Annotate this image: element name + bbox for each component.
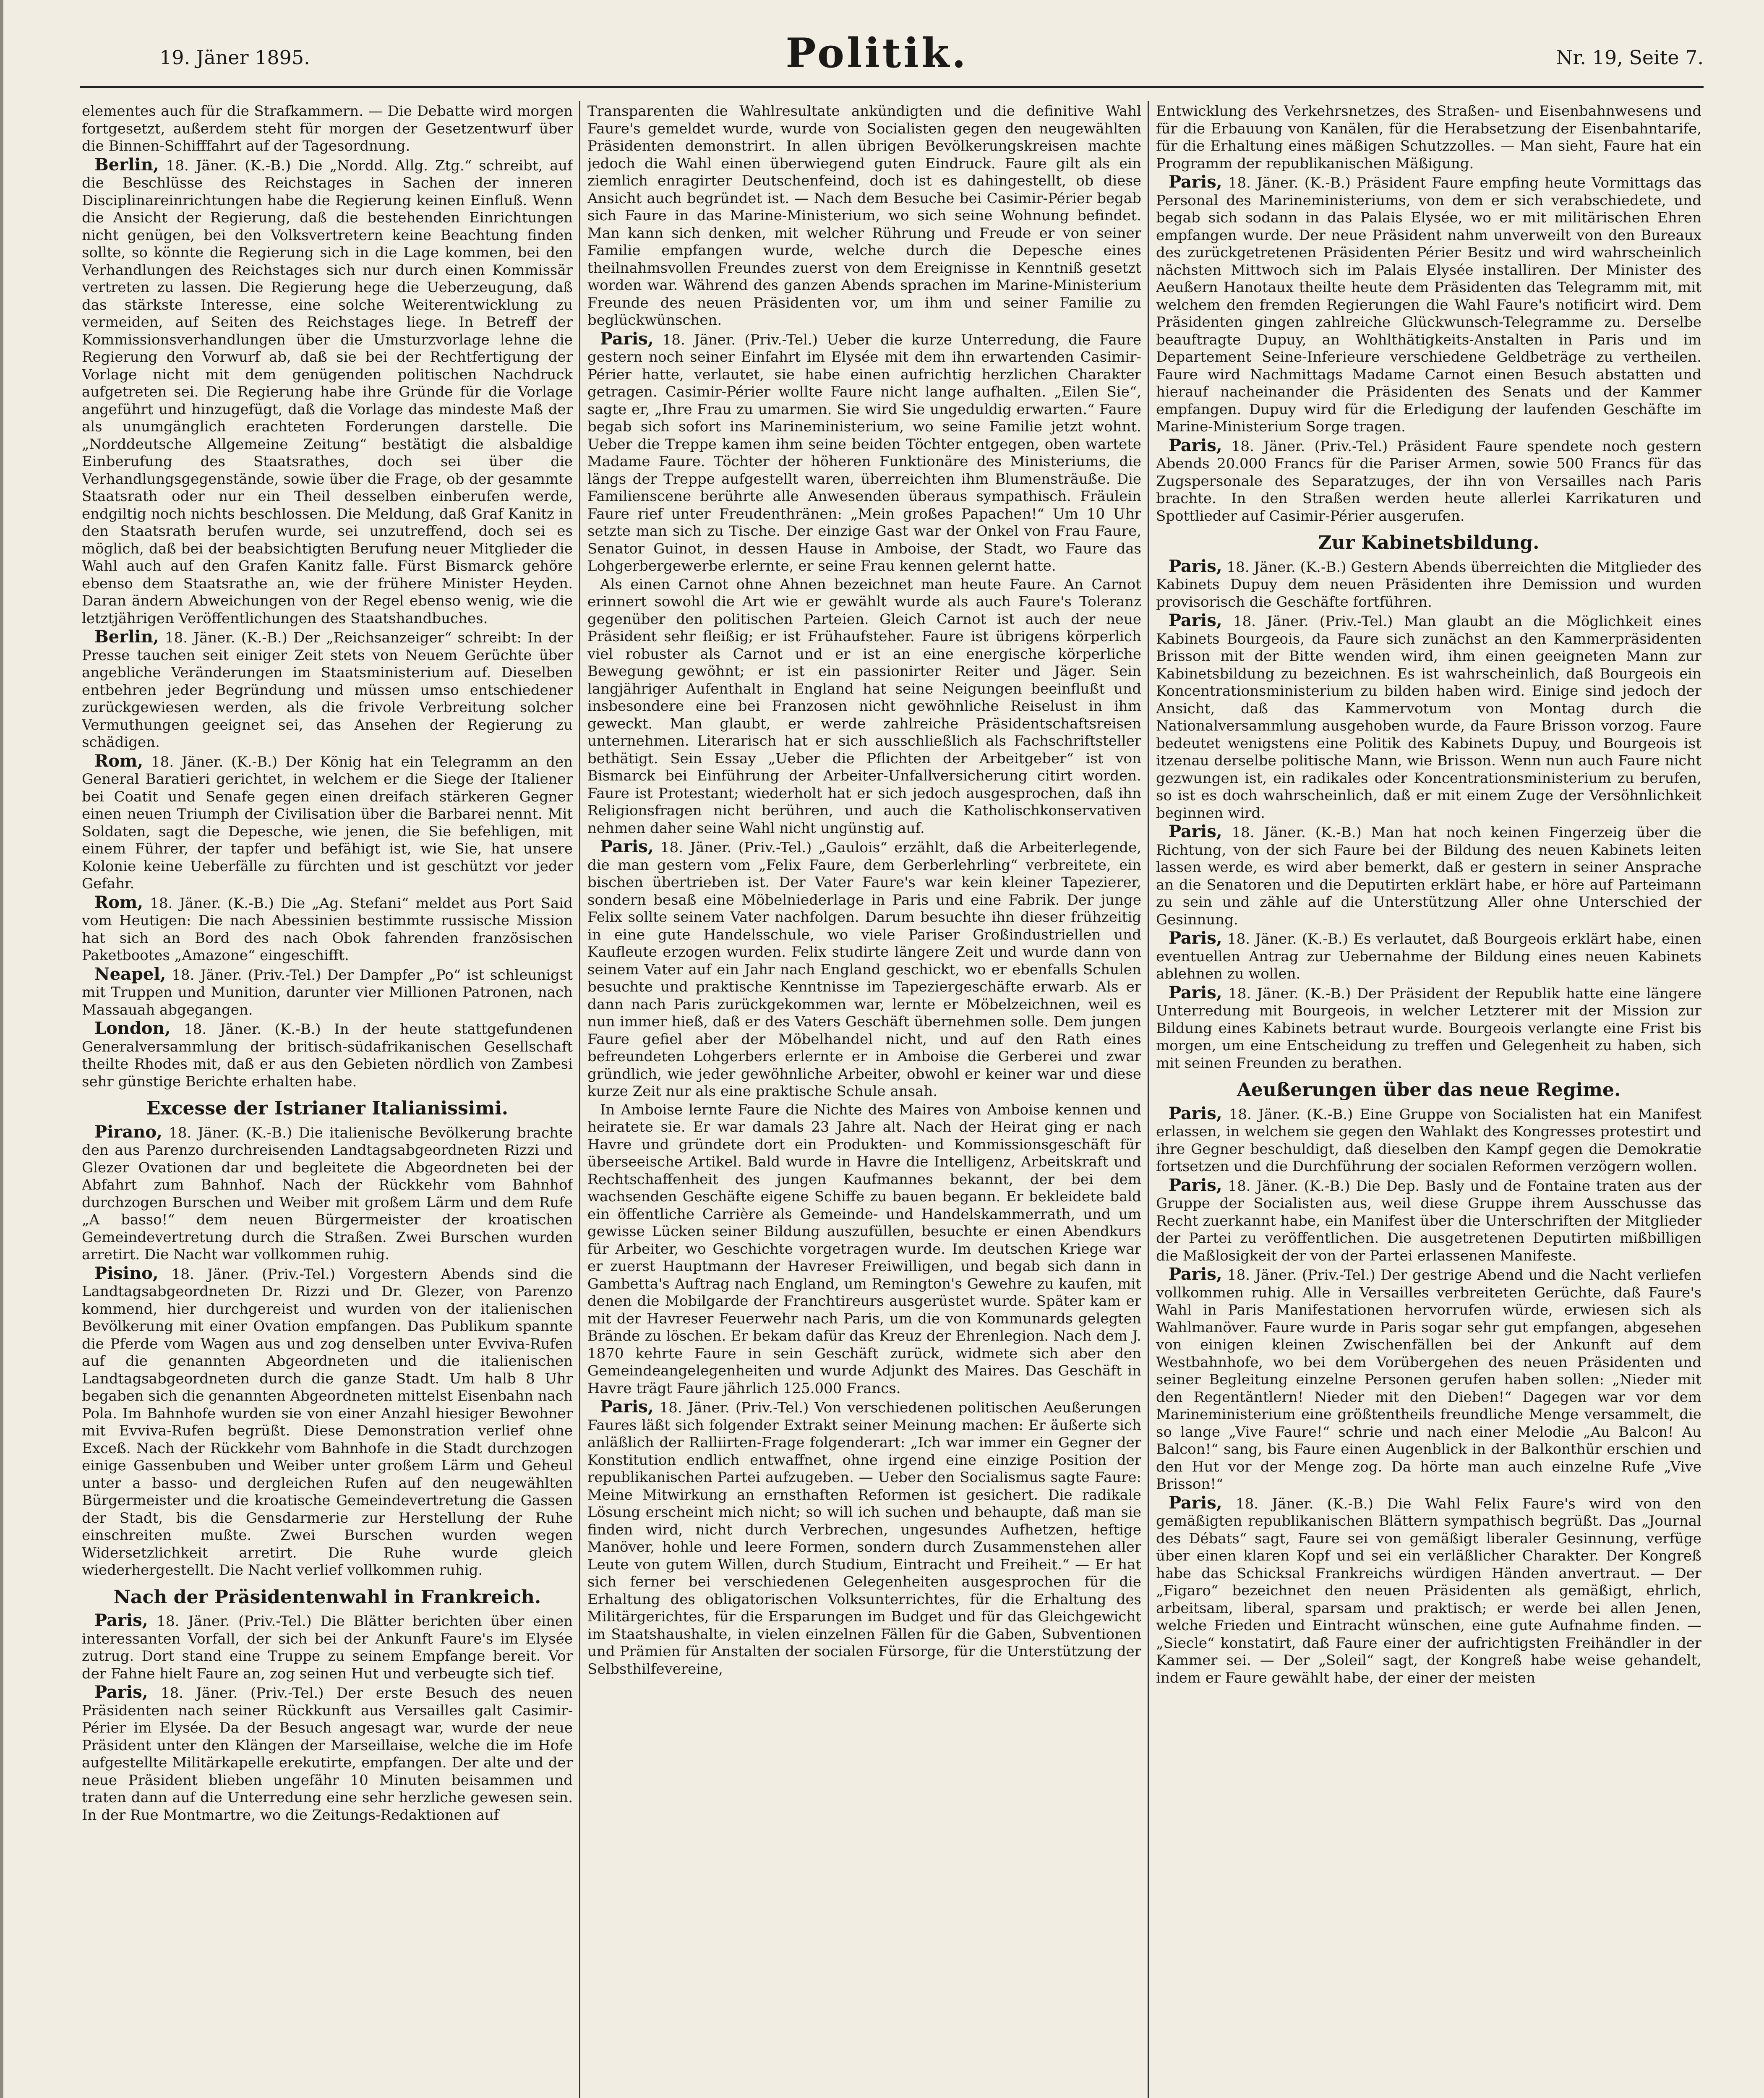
article-text: 18. Jäner. (K.-B.) Die „Nordd. Allg. Ztg.“ schreibt, auf die Beschlüsse des Reichstages in Sachen der inneren Disciplinareinrichtungen habe die Regierung keinen Einfluß. Wenn die Ansicht der Regierung, daß die bestehenden Einrichtungen nicht genügen, bei den Volksvertretern keine Beachtung finden sollte, so könnte die Regierung sich in die Lage kommen, bei den Verhandlungen des Reichstages sich nur durch einen Kommissär vertreten zu lassen. Die Regierung hege die Ueberzeugung, daß das stärkste Interesse, eine solche Weiterentwicklung zu vermeiden, auf Seiten des Reichstages liege. In Betreff der Kommissionsverhandlungen über die Umsturzvorlage lehne die Regierung den Vorwurf ab, daß sie bei der Rechtfertigung der Vorlage nicht mit dem genügenden politischen Nachdruck aufgetreten sei. Die Regierung habe ihre Gründe für die Vorlage angeführt und hinzugefügt, daß die Vorlage das mindeste Maß der als unumgänglich erachteten Forderungen darstelle. Die „Norddeutsche Allgemeine Zeitung“ bestätigt die alsbaldige Einberufung des Staatsrathes, doch sei über die Verhandlungsgegenstände, sowie über die Frage, ob der gesammte Staatsrath oder nur ein Theil desselben einberufen werde, endgiltig noch nichts beschlossen. Die Meldung, daß Graf Kanitz in den Staatsrath berufen wurde, sei unzutreffend, doch sei es möglich, daß bei der beabsichtigten Berufung neuer Mitglieder die Wahl auch auf den Grafen Kanitz falle. Fürst Bismarck gehöre ebenso dem Staatsrathe an, wie der frühere Minister Heyden. Daran ändern Abweichungen von der Regel ebenso wenig, wie die letztjährigen Veröffentlichungen des Staatshandbuches.: [82, 157, 573, 627]
dateline: Paris,: [1169, 1103, 1222, 1123]
article-text: 18. Jäner. (K.-B.) Der König hat ein Telegramm an den General Baratieri gerichtet, in welchem er die Siege der Italiener bei Coatit und Senafe gegen einen dreifach stärkeren Gegner einen neuen Triumph der Civilisation über die Barbarei nennt. Mit Soldaten, sagt die Depesche, wie jenen, die Sie befehligen, mit einem Führer, der tapfer und befähigt ist, wie Sie, hat unsere Kolonie keine Ueberfälle zu fürchten und ist geschützt vor jeder Gefahr.: [82, 753, 573, 892]
section-heading: Excesse der Istrianer Italianissimi.: [146, 1098, 509, 1119]
page-header: [25, 29, 1729, 80]
dateline: Berlin,: [94, 627, 159, 647]
section-heading: Zur Kabinetsbildung.: [1318, 532, 1540, 553]
article: [1156, 173, 1701, 436]
article: [82, 1612, 573, 1683]
dateline: Paris,: [1169, 1493, 1222, 1513]
article-text: Als einen Carnot ohne Ahnen bezeichnet man heute Faure. An Carnot erinnert sowohl die Art wie er gewählt wurde als auch Faure's Toleranz gegenüber den politischen Parteien. Gleich Carnot ist auch der neue Präsident sehr fleißig; er ist Frühaufsteher. Faure ist übrigens körperlich viel robuster als Carnot und er ist an eine energische körperliche Bewegung gewöhnt; er ist ein passionirter Reiter und Jäger. Sein langjähriger Aufenthalt in England hat seine Neigungen beeinflußt und insbesondere eine bei Franzosen nicht gewöhnliche Reiselust in ihm geweckt. Man glaubt, er werde zahlreiche Präsidentschaftsreisen unternehmen. Literarisch hat er sich ausschließlich als Fachschriftsteller bethätigt. Sein Essay „Ueber die Pflichten der Arbeitgeber“ ist von Bismarck bei Einführung der Arbeiter-Unfallversicherung citirt worden. Faure ist Protestant; wiederholt hat er sich jedoch ausgesprochen, daß ihn Religionsfragen nicht berühren, und auch die Katholischkonservativen nehmen daher seine Wahl nicht ungünstig auf.: [587, 576, 1141, 837]
dateline: Neapel,: [94, 964, 166, 984]
column-1: [82, 103, 573, 2098]
article: [82, 1683, 573, 1824]
article-text: 18. Jäner. (K.-B.) Die Wahl Felix Faure's wird von den gemäßigten republikanischen Blättern sympathisch begrüßt. Das „Journal des Débats“ sagt, Faure sei von gemäßigt liberaler Gesinnung, verfüge über einen klaren Kopf und sei ein verläßlicher Charakter. Der Kongreß habe das Schicksal Frankreichs würdigen Händen anvertraut. — Der „Figaro“ bezeichnet den neuen Präsidenten als gemäßigt, ehrlich, arbeitsam, liberal, sparsam und praktisch; er werde bei allen Jenen, welche Frieden und Eintracht wünschen, eine gute Aufnahme finden. — „Siecle“ konstatirt, daß Faure einer der aufrichtigsten Freihändler in der Kammer sei. — Der „Soleil“ sagt, der Kongreß habe weise gehandelt, indem er Faure gewählt habe, der einer der meisten: [1156, 1495, 1701, 1686]
article-text: 18. Jäner. (Priv.-Tel.) Von verschiedenen politischen Aeußerungen Faures läßt sich folgender Extrakt seiner Meinung machen: Er äußerte sich anläßlich der Ralliirten-Frage folgenderart: „Ich war immer ein Gegner der Konstitution endlich entwaffnet, ohne irgend eine einzige Position der republikanischen Partei aufzugeben. — Ueber den Socialismus sagte Faure: Meine Mitwirkung an ernsthaften Reformen ist gesichert. Die radikale Lösung erscheint mich nicht; so will ich suchen und behaupte, daß man sie finden wird, nicht durch Verbrechen, ungesundes Aufhetzen, heftige Manöver, hohle und leere Formen, sondern durch Zusammenstehen aller Leute von gutem Willen, durch Studium, Eintracht und Freiheit.“ — Er hat sich ferner bei verschiedenen Gelegenheiten ausgesprochen für die Erhaltung des obligatorischen Volksunterrichtes, für die Erhaltung des Militärgerichtes, für die Ersparungen im Budget und für das Gleichgewicht im Staatshaushalte, in vielen einzelnen Fällen für die Gaben, Subventionen und Prämien für Anstalten der socialen Fürsorge, für die Unterstützung der Selbsthilfevereine,: [587, 1399, 1141, 1678]
article-text: 18. Jäner. (Priv.-Tel.) Vorgestern Abends sind die Landtagsabgeordneten Dr. Rizzi und Dr. Glezer, von Parenzo kommend, hier durchgereist und wurden von der italienischen Bevölkerung mit einer Ovation empfangen. Das Publikum spannte die Pferde vom Wagen aus und zog denselben unter Evviva-Rufen auf die genannten Abgeordneten und die italienischen Landtagsabgeordneten durch die ganze Stadt. Um halb 8 Uhr begaben sich die genannten Abgeordneten mittelst Eisenbahn nach Pola. Im Bahnhofe wurden sie von einer Anzahl hiesiger Bewohner mit Evviva-Rufen begrüßt. Diese Demonstration verlief ohne Exceß. Nach der Rückkehr vom Bahnhofe in die Stadt durchzogen einige Gassenbuben und Weiber unter großem Lärm und Geheul unter a basso- und dergleichen Rufen auf den neugewählten Bürgermeister und die kroatische Gemeindevertretung die Gassen der Stadt, bis die Gensdarmerie zur Herstellung der Ruhe einschreiten mußte. Zwei Burschen wurden wegen Widersetzlichkeit arretirt. Die Ruhe wurde gleich wiederhergestellt. Die Nacht verlief vollkommen ruhig.: [82, 1266, 573, 1579]
article: [82, 965, 573, 1019]
article: [1156, 823, 1701, 929]
article-text: 18. Jäner. (Priv.-Tel.) Die Blätter berichten über einen interessanten Vorfall, der sich bei der Ankunft Faure's im Elysée zutrug. Dort stand eine Truppe zu seinem Empfange bereit. Vor der Fahne hielt Faure an, zog seinen Hut und verbeugte sich tief.: [82, 1613, 573, 1682]
article: [82, 894, 573, 965]
dateline: Paris,: [94, 1610, 148, 1630]
dateline: Paris,: [600, 837, 654, 856]
article-text: 18. Jäner. (K.-B.) Der „Reichsanzeiger“ schreibt: In der Presse tauchen seit einiger Zeit stets von Neuem Gerüchte über angebliche Veränderungen im Staatsministerium auf. Dieselben entbehren jeder Begründung und müssen umso entschiedener zurückgewiesen werden, als die frivole Verbreitung solcher Vermuthungen geeignet sei, das Ansehen der Regierung zu schädigen.: [82, 629, 573, 751]
article-text: In Amboise lernte Faure die Nichte des Maires von Amboise kennen und heiratete sie. Er war damals 23 Jahre alt. Nach der Heirat ging er nach Havre und gründete dort ein Produkten- und Kommissionsgeschäft für überseeische Artikel. Bald wurde in Havre die Intelligenz, Arbeitskraft und Rechtschaffenheit des jungen Kaufmannes bekannt, der bei dem wachsenden Geschäfte eigene Schiffe zu bauen begann. Er bekleidete bald ein öffentliche Carrière als Gemeinde- und Handelskammerrath, und um gewisse Lücken seiner Bildung auszufüllen, besuchte er einen Abendkurs für Arbeiter, wo Geschichte vorgetragen wurde. Im deutschen Kriege war er zuerst Hauptmann der Havreser Freiwilligen, und begab sich dann in Gambetta's Auftrag nach England, um Remington's Gewehre zu kaufen, mit denen die Mobilgarde der Franchtireurs ausgerüstet wurde. Später kam er mit der Havreser Feuerwehr nach Paris, um die von Kommunards gelegten Brände zu löschen. Er bekam dafür das Kreuz der Ehrenlegion. Nach dem J. 1870 kehrte Faure in sein Geschäft zurück, widmete sich aber den Gemeindeangelegenheiten und wurde Adjunkt des Maires. Das Geschäft in Havre trägt Faure jährlich 125.000 Francs.: [587, 1101, 1141, 1397]
dateline: Paris,: [1169, 822, 1222, 841]
article-text: 18. Jäner. (Priv.-Tel.) Ueber die kurze Unterredung, die Faure gestern noch seiner Einfahrt im Elysée mit dem ihn erwartenden Casimir-Périer hatte, verlautet, sie habe einen aufrichtig herzlichen Charakter getragen. Casimir-Périer wollte Faure nicht lange aufhalten. „Eilen Sie“, sagte er, „Ihre Frau zu umarmen. Sie wird Sie ungeduldig erwarten.“ Faure begab sich sofort ins Marineministerium, wo seine Familie jetzt wohnt. Ueber die Treppe kamen ihm seine beiden Töchter entgegen, oben wartete Madame Faure. Töchter der höheren Funktionäre des Ministeriums, die längs der Treppe aufgestellt waren, überreichten ihm Blumensträuße. Die Familienscene berührte alle Anwesenden überaus sympathisch. Fräulein Faure rief unter Freudenthränen: „Mein großes Papachen!“ Um 10 Uhr setzte man sich zu Tische. Der einzige Gast war der Onkel von Frau Faure, Senator Guinot, in dessen Hause in Amboise, der Stadt, wo Faure das Lohgerbergewerbe erlernte, er seine Frau kennen gelernt hatte.: [587, 331, 1141, 574]
dateline: Paris,: [600, 1397, 654, 1417]
article: [82, 752, 573, 893]
article: [82, 628, 573, 752]
article-text: 18. Jäner. (K.-B.) Eine Gruppe von Socialisten hat ein Manifest erlassen, in welchem sie gegen den Wahlakt des Kongresses protestirt und ihre Gegner beschuldigt, daß dieselben den Kampf gegen die Demokratie fortsetzen und die Durchführung der socialen Reformen verzögern wollen.: [1156, 1106, 1701, 1175]
article: [587, 1398, 1141, 1678]
dateline: Paris,: [1169, 1264, 1222, 1284]
article-text: 18. Jäner. (Priv.-Tel.) Der erste Besuch des neuen Präsidenten nach seiner Rückkunft aus Versailles galt Casimir-Périer im Elysée. Da der Besuch angesagt war, wurde der neue Präsident unter den Klängen der Marseillaise, welche die im Hofe aufgestellte Militärkapelle erekutirte, empfangen. Der alte und der neue Präsident blieben ungefähr 10 Minuten beisammen und traten dann auf die Unterredung eine sehr herzliche gewesen sein. In der Rue Montmartre, wo die Zeitungs-Redaktionen auf: [82, 1685, 573, 1824]
article: [1156, 558, 1701, 611]
article: [1156, 1177, 1701, 1265]
column-divider: [579, 101, 580, 2098]
dateline: Pirano,: [94, 1122, 162, 1142]
dateline: Paris,: [1169, 1175, 1222, 1195]
column-divider: [1148, 101, 1149, 2098]
article-text: 18. Jäner. (K.-B.) Die „Ag. Stefani“ meldet aus Port Said vom Heutigen: Die nach Abessinien bestimmte russische Mission hat sich an Bord des nach Obok fahrenden französischen Paketbootes „Amazone“ eingeschifft.: [82, 895, 573, 964]
dateline: Paris,: [1169, 435, 1222, 455]
article-text: 18. Jäner. (K.-B.) Die Dep. Basly und de Fontaine traten aus der Gruppe der Socialisten aus, weil diese Gruppe ihrem Ausschusse das Recht zuerkannt habe, ein Manifest über die Unterschriften der Mitglieder der Partei zu veröffentlichen. Die ausgetretenen Deputirten mißbilligen die Maßlosigkeit der von der Partei erlassenen Manifeste.: [1156, 1177, 1701, 1264]
article-text: Entwicklung des Verkehrsnetzes, des Straßen- und Eisenbahnwesens und für die Erbauung von Kanälen, für die Herabsetzung der Eisenbahntarife, für die Erhaltung eines mäßigen Schutzzolles. — Man sieht, Faure hat ein Programm der republikanischen Mäßigung.: [1156, 103, 1701, 172]
article: [587, 838, 1141, 1101]
article-text: 18. Jäner. (Priv.-Tel.) Der Dampfer „Po“ ist schleunigst mit Truppen und Munition, darunter vier Millionen Patronen, nach Massauah abgegangen.: [82, 966, 573, 1018]
article-text: 18. Jäner. (Priv.-Tel.) Präsident Faure spendete noch gestern Abends 20.000 Francs für die Pariser Armen, sowie 500 Francs für das Zugspersonale des Separatzuges, der ihn von Versailles nach Paris brachte. In den Straßen werden heute allerlei Karrikaturen und Spottlieder auf Casimir-Périer ausgerufen.: [1156, 438, 1701, 524]
article-text: 18. Jäner. (Priv.-Tel.) Man glaubt an die Möglichkeit eines Kabinets Bourgeois, da Faure sich zunächst an den Kammerpräsidenten Brisson mit der Bitte wenden wird, ihm einen geeigneten Mann zur Kabinetsbildung zu bezeichnen. Es ist wahrscheinlich, daß Bourgeois ein Koncentrationsministerium zu bilden haben wird. Einige sind jedoch der Ansicht, daß das Kammervotum von Montag durch die Nationalversammlung ausgehoben wurde, da Faure Brisson vorzog. Faure bedeutet wenigstens eine Politik des Kabinets Dupuy, und Bourgeois ist itzenau derselbe politische Mann, wie Brisson. Wenn nun auch Faure nicht gezwungen ist, ein radikales oder Koncentrationsministerium zu berufen, so ist es doch wahrscheinlich, daß er mit einem Zuge der Versöhnlichkeit beginnen wird.: [1156, 613, 1701, 822]
dateline: Paris,: [600, 329, 654, 349]
page-number: Nr. 19, Seite 7.: [1556, 46, 1704, 69]
dateline: Paris,: [1169, 611, 1222, 630]
dateline: Rom,: [94, 751, 144, 771]
article-text: 18. Jäner. (K.-B.) Es verlautet, daß Bourgeois erklärt habe, einen eventuellen Antrag zur Uebernahme der Bildung eines neuen Kabinets ablehnen zu wollen.: [1156, 931, 1701, 982]
dateline: London,: [94, 1018, 171, 1038]
article-text: elementes auch für die Strafkammern. — Die Debatte wird morgen fortgesetzt, außerdem steht für morgen der Gesetzentwurf über die Binnen-Schifffahrt auf der Tagesordnung.: [82, 103, 573, 154]
article: [82, 1020, 573, 1091]
dateline: Paris,: [94, 1682, 148, 1702]
dateline: Paris,: [1169, 172, 1222, 192]
section-title: Politik.: [785, 29, 968, 77]
article: [1156, 1266, 1701, 1493]
article: [1156, 984, 1701, 1072]
dateline: Rom,: [94, 892, 144, 912]
article-text: 18. Jäner. (K.-B.) Gestern Abends überreichten die Mitglieder des Kabinets Dupuy dem neuen Präsidenten ihre Demission und wurden provisorisch die Geschäfte fortführen.: [1156, 558, 1701, 611]
section-heading: Nach der Präsidentenwahl in Frankreich.: [113, 1586, 541, 1608]
article: [82, 156, 573, 628]
column-3: [1156, 103, 1701, 2098]
scan-edge: [0, 0, 3, 2098]
article-text: 18. Jäner. (K.-B.) Man hat noch keinen Fingerzeig über die Richtung, von der sich Faure bei der Bildung des neuen Kabinets leiten lassen werde, es wird aber bemerkt, daß er gestern in seiner Ansprache an die Senatoren und die Deputirten erklärt habe, er höre auf Parteimann zu sein und zähle auf die Unterstützung Aller ohne Unterschied der Gesinnung.: [1156, 824, 1701, 928]
article-text: 18. Jäner. (K.-B.) Die italienische Bevölkerung brachte den aus Parenzo durchreisenden Landtagsabgeordneten Rizzi und Glezer Ovationen dar und begleitete die Abgeordneten bei der Abfahrt zum Bahnhof. Nach der Rückkehr vom Bahnhof durchzogen Burschen und Weiber mit großem Lärm und dem Rufe „A basso!“ dem neuen Bürgermeister der kroatischen Gemeindevertretung durch die Straßen. Zwei Burschen wurden arretirt. Die Nacht war vollkommen ruhig.: [82, 1124, 573, 1263]
article: [1156, 612, 1701, 822]
article: [1156, 929, 1701, 983]
dateline: Paris,: [1169, 928, 1222, 948]
dateline: Paris,: [1169, 982, 1222, 1002]
column-2: [587, 103, 1141, 2098]
dateline: Berlin,: [94, 154, 159, 175]
article: [1156, 1494, 1701, 1687]
article: [1156, 1105, 1701, 1176]
article: [1156, 437, 1701, 525]
article: [82, 1265, 573, 1579]
issue-date: 19. Jäner 1895.: [159, 46, 310, 69]
dateline: Paris,: [1169, 556, 1222, 576]
article-text: 18. Jäner. (K.-B.) Präsident Faure empfing heute Vormittags das Personal des Marineministeriums, von dem er sich verabschiedete, und begab sich sodann in das Palais Elysée, wo er mit militärischen Ehren empfangen wurde. Der neue Präsident nahm unverweilt von den Bureaux des zurückgetretenen Präsidenten Périer Besitz und wird wahrscheinlich nächsten Mittwoch sich im Palais Elysée installiren. Der Minister des Aeußern Hanotaux theilte heute dem Präsidenten das Telegramm mit, mit welchem den fremden Regierungen die Wahl Faure's notificirt wird. Dem Präsidenten gingen zahlreiche Glückwunsch-Telegramme zu. Derselbe beauftragte Dupuy, an Wohlthätigkeits-Anstalten in Paris und im Departement Seine-Inferieure verschiedene Geldbeträge zu vertheilen. Faure wird Nachmittags Madame Carnot einen Besuch abstatten und hierauf nacheinander die Präsidenten des Senats und der Kammer empfangen. Dupuy wird für die Erledigung der laufenden Geschäfte im Marine-Ministerium Sorge tragen.: [1156, 175, 1701, 435]
article-text: 18. Jäner. (K.-B.) In der heute stattgefundenen Generalversammlung der britisch-südafrikanischen Gesellschaft theilte Rhodes mit, daß er aus den Gebieten nördlich von Zambesi sehr günstige Berichte erhalten habe.: [82, 1021, 573, 1090]
dateline: Pisino,: [94, 1263, 159, 1283]
article-text: Transparenten die Wahlresultate ankündigten und die definitive Wahl Faure's gemeldet wurde, wurde von Socialisten gegen den neugewählten Präsidenten demonstrirt. In allen übrigen Bevölkerungskreisen machte jedoch die Wahl einen überwiegend guten Eindruck. Faure gilt als ein ziemlich enragirter Deutschenfeind, doch ist es dahingestellt, ob diese Ansicht auch begründet ist. — Nach dem Besuche bei Casimir-Périer begab sich Faure in das Marine-Ministerium, wo sich seine Wohnung befindet. Man kann sich denken, mit welcher Rührung und Freude er von seiner Familie empfangen wurde, welche durch die Depesche eines theilnahmsvollen Freundes zuerst von dem Ereignisse in Kenntniß gesetzt worden war. Während des ganzen Abends sprachen im Marine-Ministerium Freunde des neuen Präsidenten vor, um ihm und seiner Familie zu beglückwünschen.: [587, 103, 1141, 329]
article-text: 18. Jäner. (Priv.-Tel.) „Gaulois“ erzählt, daß die Arbeiterlegende, die man gestern vom „Felix Faure, dem Gerberlehrling“ verbreitete, ein bischen übertrieben ist. Der Vater Faure's war kein kleiner Tapezierer, sondern besaß eine Möbelniederlage in Paris und eine Fabrik. Der junge Felix sollte seinem Vater nachfolgen. Darum besuchte ihn dieser frühzeitig in eine gute Handelsschule, wo viele Pariser Großindustriellen und Kaufleute erzogen wurden. Felix studirte längere Zeit und wurde dann von seinem Vater auf ein Jahr nach England geschickt, wo er ebenfalls Schulen besuchte und praktische Kenntnisse im Tapeziergeschäfte erwarb. Als er dann nach Paris zurückgekommen war, lernte er Möbelzeichnen, weil es nun immer hieß, daß er des Vaters Geschäft übernehmen solle. Dem jungen Faure gefiel aber der Möbelhandel nicht, und auf den Rath eines befreundeten Lohgerbers erlernte er in Amboise die Gerberei und zwar gründlich, wie jeder gewöhnliche Arbeiter, obwohl er keiner war und diese kurze Zeit nur als eine praktische Schule ansah.: [587, 839, 1141, 1100]
header-rule: [80, 86, 1704, 88]
article-text: 18. Jäner. (K.-B.) Der Präsident der Republik hatte eine längere Unterredung mit Bourgeois, in welcher Letzterer mit der Mission zur Bildung eines Kabinets betraut wurde. Bourgeois verlangte eine Frist bis morgen, um eine Entscheidung zu treffen und Gelegenheit zu haben, sich mit seinen Freunden zu berathen.: [1156, 985, 1701, 1072]
section-heading: Aeußerungen über das neue Regime.: [1237, 1079, 1621, 1101]
article-text: 18. Jäner. (Priv.-Tel.) Der gestrige Abend und die Nacht verliefen vollkommen ruhig. Alle in Versailles verbreiteten Gerüchte, daß Faure's Wahl in Paris Manifestationen hervorrufen würde, erwiesen sich als Wahlmanöver. Faure wurde in Paris sogar sehr gut empfangen, abgesehen von einigen kleinen Zwischenfällen bei der Ankunft auf dem Westbahnhofe, wo bei dem Vorübergehen des neuen Präsidenten und seiner Begleitung einzelne Personen gerufen haben sollen: „Nieder mit den Regentäntlern! Nieder mit den Dieben!“ Dagegen war vor dem Marineministerium eine größtentheils freundliche Menge versammelt, die so lange „Vive Faure!“ schrie und nach einer Melodie „Au Balcon! Au Balcon!“ sang, bis Faure einen Augenblick in der Balkonthür erschien und den Hut vor der Menge zog. Da hörte man auch einzelne Rufe „Vive Brisson!“: [1156, 1267, 1701, 1493]
article: [82, 1123, 573, 1264]
article: [587, 330, 1141, 575]
